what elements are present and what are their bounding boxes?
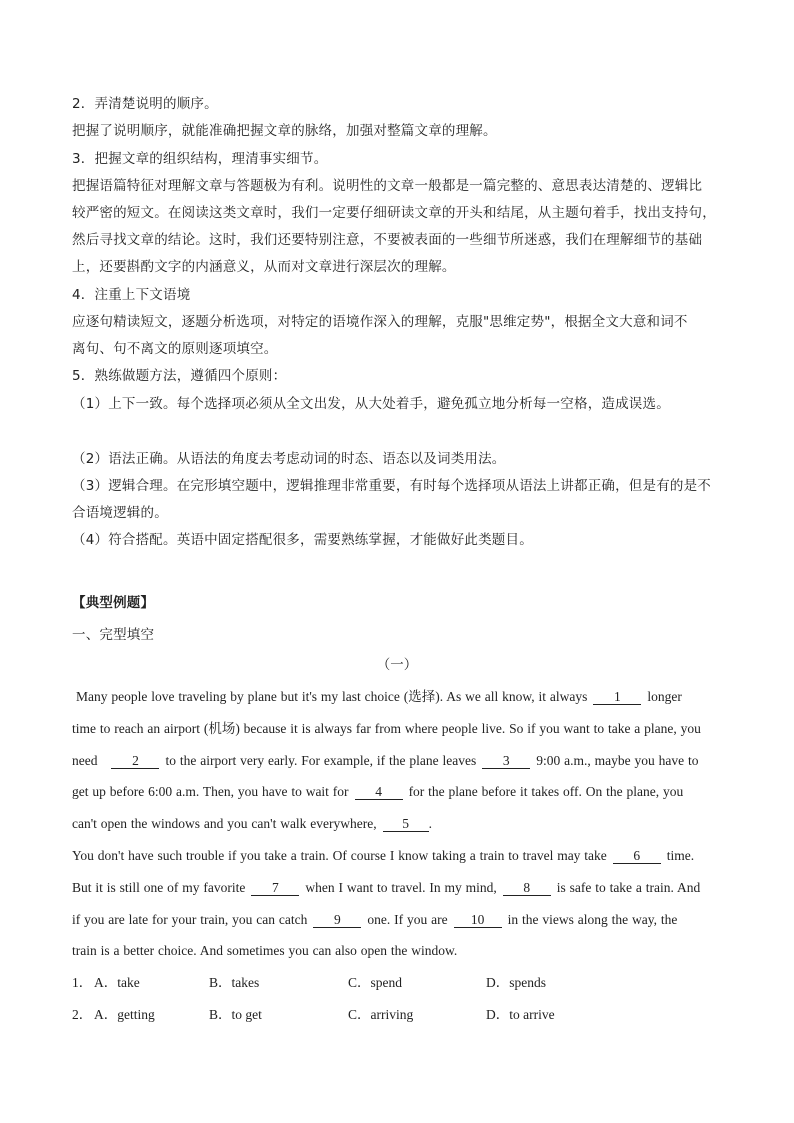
passage-line-3: need 2 to the airport very early. For example, if the plane leaves 3 9:00 a.m., maybe you have to — [72, 753, 699, 768]
tip-2-title: 2．弄清楚说明的顺序。 — [72, 96, 218, 112]
tip-2-body: 把握了说明顺序，就能准确把握文章的脉络，加强对整篇文章的理解。 — [72, 123, 497, 139]
option-a: A．getting — [94, 1007, 155, 1022]
option-b: B．to get — [209, 1007, 262, 1022]
passage-line-6: You don't have such trouble if you take a train. Of course I know taking a train to travel may take 6 time. — [72, 848, 695, 863]
part-label: （一） — [376, 657, 418, 673]
tip-3-line-4: 上，还要斟酌文字的内涵意义，从而对文章进行深层次的理解。 — [72, 259, 456, 275]
principle-3-line-1: （3）逻辑合理。在完形填空题中，逻辑推理非常重要，有时每个选择项从语法上讲都正确，但是有的是不 — [72, 478, 711, 494]
blank-1: 1 — [593, 689, 641, 705]
tip-5-title: 5．熟练做题方法，遵循四个原则： — [72, 368, 287, 384]
blank-6: 6 — [613, 848, 661, 864]
passage-line-4: get up before 6:00 a.m. Then, you have to wait for 4 for the plane before it takes off. On the plane, you — [72, 784, 684, 799]
tip-3-line-3: 然后寻找文章的结论。这时，我们还要特别注意，不要被表面的一些细节所迷惑，我们在理解细节的基础 — [72, 232, 703, 248]
section-subheading: 一、完型填空 — [72, 627, 155, 643]
question-number: 1． — [72, 975, 93, 990]
option-c: C．arriving — [348, 1007, 414, 1022]
option-b: B．takes — [209, 975, 260, 990]
option-d: D．to arrive — [486, 1007, 555, 1022]
blank-8: 8 — [503, 880, 551, 896]
option-c: C．spend — [348, 975, 402, 990]
passage-line-7: But it is still one of my favorite 7 when I want to travel. In my mind, 8 is safe to take a train. And — [72, 880, 701, 895]
tip-3-line-1: 把握语篇特征对理解文章与答题极为有利。说明性的文章一般都是一篇完整的、意思表达清楚的、逻辑比 — [72, 178, 703, 194]
blank-4: 4 — [355, 784, 403, 800]
principle-4: （4）符合搭配。英语中固定搭配很多，需要熟练掌握，才能做好此类题目。 — [72, 532, 533, 548]
tip-4-line-1: 应逐句精读短文，逐题分析选项，对特定的语境作深入的理解，克服"思维定势"，根据全文大意和词不 — [72, 314, 688, 330]
blank-7: 7 — [251, 880, 299, 896]
passage-line-5: can't open the windows and you can't walk everywhere, 5 . — [72, 816, 433, 831]
section-heading: 【典型例题】 — [72, 595, 155, 611]
option-a: A．take — [94, 975, 140, 990]
tip-4-title: 4．注重上下文语境 — [72, 287, 191, 303]
passage-line-1: Many people love traveling by plane but it's my last choice (选择). As we all know, it always 1 longer — [76, 689, 682, 704]
option-d: D．spends — [486, 975, 546, 990]
blank-9: 9 — [313, 912, 361, 928]
passage-line-2: time to reach an airport (机场) because it is always far from where people live. So if you want to take a plane, you — [72, 721, 701, 736]
tip-4-line-2: 离句、句不离文的原则逐项填空。 — [72, 341, 278, 357]
passage-line-8: if you are late for your train, you can catch 9 one. If you are 10 in the views along the way, the — [72, 912, 678, 927]
question-number: 2． — [72, 1007, 93, 1022]
blank-5: 5 — [383, 816, 429, 832]
passage-line-9: train is a better choice. And sometimes you can also open the window. — [72, 943, 458, 958]
principle-1: （1）上下一致。每个选择项必须从全文出发，从大处着手，避免孤立地分析每一空格，造成误选。 — [72, 396, 670, 412]
blank-2: 2 — [111, 753, 159, 769]
principle-3-line-2: 合语境逻辑的。 — [72, 505, 168, 521]
blank-10: 10 — [454, 912, 502, 928]
principle-2: （2）语法正确。从语法的角度去考虑动词的时态、语态以及词类用法。 — [72, 451, 506, 467]
blank-3: 3 — [482, 753, 530, 769]
tip-3-title: 3．把握文章的组织结构，理清事实细节。 — [72, 151, 328, 167]
tip-3-line-2: 较严密的短文。在阅读这类文章时，我们一定要仔细研读文章的开头和结尾，从主题句着手，找出支持句， — [72, 205, 716, 221]
